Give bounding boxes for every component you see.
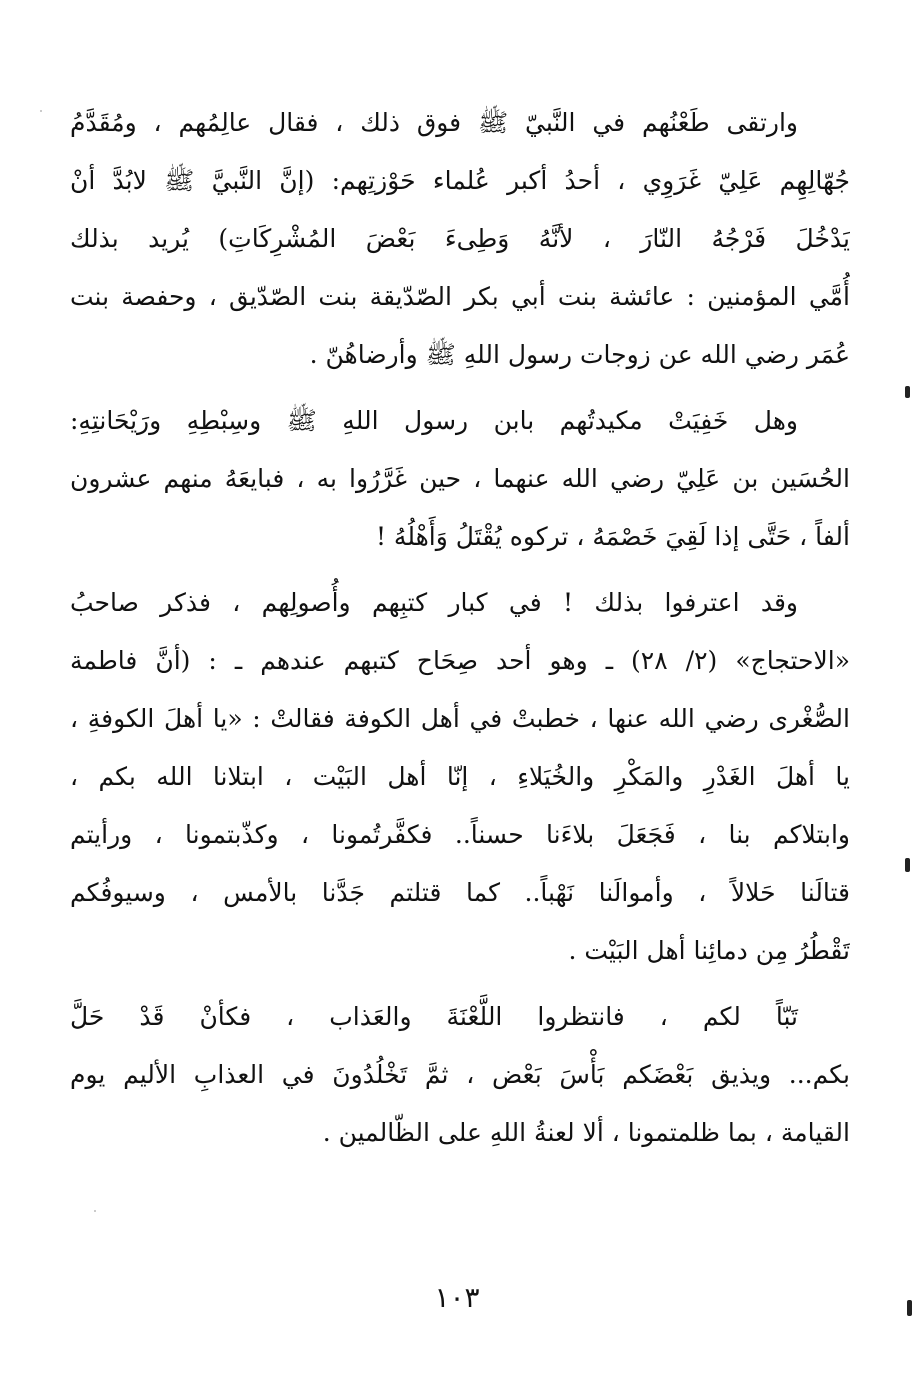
scan-edge-mark bbox=[905, 386, 910, 398]
text-line: الصُّغْرى رضي الله عنها ، خطبتْ في أهل الكوفة فقالتْ : «يا أهلَ الكوفةِ ، bbox=[70, 704, 850, 733]
paragraph-4 bbox=[70, 988, 850, 1162]
text-line: ألفاً ، حَتَّى إذا لَقِيَ خَصْمَهُ ، تركوه يُقْتَلُ وَأَهْلُهُ ! bbox=[375, 522, 850, 551]
scan-speck bbox=[40, 110, 42, 112]
text-line: الحُسَين بن عَلِيّ رضي الله عنهما ، حين غَرَّرُوا به ، فبايعَهُ منهم عشرون bbox=[70, 464, 850, 493]
paragraph-3 bbox=[70, 574, 850, 980]
text-line: بكم... ويذيق بَعْضَكم بَأْسَ بَعْض ، ثمَّ تَخْلُدُونَ في العذابِ الأليم يوم bbox=[70, 1060, 850, 1089]
page-number: ١٠٣ bbox=[434, 1281, 480, 1314]
text-line: عُمَر رضي الله عن زوجات رسول اللهِ ﷺ وأرضاهُنّ . bbox=[309, 340, 850, 369]
text-line: تَقْطُرُ مِن دمائِنا أهل البَيْت . bbox=[568, 936, 850, 965]
text-line: القيامة ، بما ظلمتمونا ، ألا لعنةُ اللهِ على الظّالمين . bbox=[322, 1118, 850, 1147]
scan-speck bbox=[94, 1210, 96, 1212]
text-line: وابتلاكم بنا ، فَجَعَلَ بلاءَنا حسناً.. فكفَّرتُمونا ، وكذّبتمونا ، ورأيتم bbox=[70, 820, 850, 849]
body-text bbox=[70, 94, 850, 1170]
text-line: أُمَّي المؤمنين : عائشة بنت أبي بكر الصّدّيقة بنت الصّدّيق ، وحفصة بنت bbox=[70, 282, 850, 311]
text-line: قتالَنا حَلالاً ، وأموالَنا نَهْباً.. كما قتلتم جَدَّنا بالأمس ، وسيوفُكم bbox=[70, 878, 850, 907]
text-line: وارتقى طَعْنُهم في النَّبيّ ﷺ فوق ذلك ، فقال عالِمُهم ، ومُقَدَّمُ bbox=[70, 108, 798, 137]
text-line: يَدْخُلَ فَرْجُهُ النّارَ ، لأنَّهُ وَطِىءَ بَعْضَ المُشْرِكَاتِ) يُريد بذلك bbox=[70, 224, 850, 253]
scan-edge-mark bbox=[907, 1300, 912, 1316]
scan-edge-mark bbox=[905, 858, 910, 872]
text-line: «الاحتجاج» (٢/ ٢٨) ـ وهو أحد صِحَاح كتبهم عندهم ـ : (أنَّ فاطمة bbox=[70, 646, 850, 675]
text-line: وهل خَفِيَتْ مكيدتُهم بابن رسول اللهِ ﷺ وسِبْطِهِ ورَيْحَانتِهِ: bbox=[70, 406, 798, 435]
text-line: وقد اعترفوا بذلك ! في كبار كتبِهم وأُصولِهم ، فذكر صاحبُ bbox=[70, 588, 798, 617]
paragraph-2 bbox=[70, 392, 850, 566]
paragraph-1 bbox=[70, 94, 850, 384]
text-line: تَبّاً لكم ، فانتظروا اللَّعْنَةَ والعَذاب ، فكأنْ قَدْ حَلَّ bbox=[70, 1002, 798, 1031]
text-line: جُهّالِهِم عَلِيّ غَرَوِي ، أحدُ أكبر عُلماء حَوْزتِهم: (إنَّ النَّبيَّ ﷺ لابُدَّ أنْ bbox=[70, 166, 850, 195]
text-line: يا أهلَ الغَدْرِ والمَكْرِ والخُيَلاءِ ، إنّا أهل البَيْت ، ابتلانا الله بكم ، bbox=[70, 762, 850, 791]
